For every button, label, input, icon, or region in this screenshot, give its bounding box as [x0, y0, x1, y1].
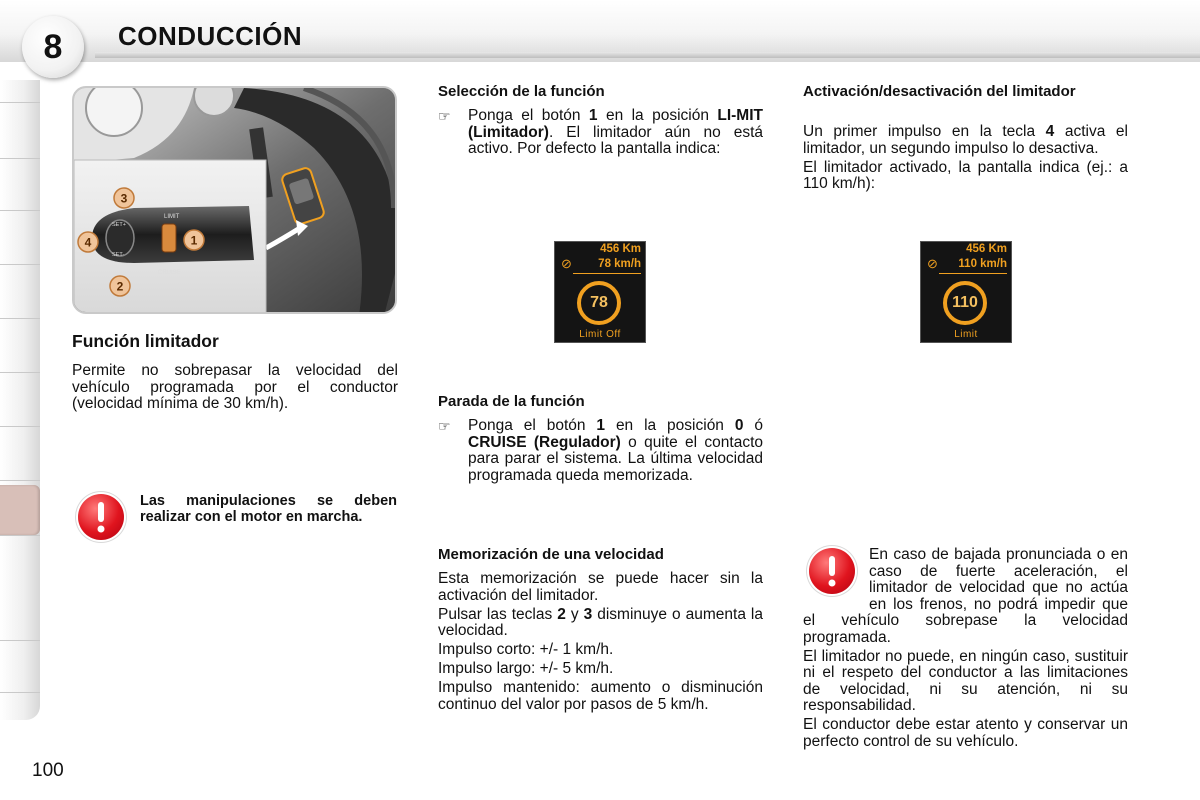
- limiter-off-symbol-icon: ⊘: [561, 256, 572, 271]
- cluster-display-limit-off: [554, 241, 646, 343]
- lever-label-set-minus: SET-: [112, 252, 125, 258]
- svg-text:1: 1: [190, 233, 198, 248]
- pointing-hand-icon: ☞: [438, 108, 451, 124]
- section-heading-memorizacion: Memorización de una velocidad: [438, 546, 664, 563]
- warning-text-motor: Las manipulaciones se deben realizar con el motor en marcha.: [140, 493, 397, 525]
- bullet-parada: ☞ Ponga el botón 1 en la posición 0 ó CRUISE (Regulador) o quite el contacto para parar el sistema. La última velocidad programada queda memorizada.: [438, 417, 763, 484]
- display-odometer: 456 Km: [966, 243, 1007, 255]
- callout-1: [184, 230, 204, 250]
- lever-illustration: [74, 88, 397, 314]
- pointing-hand-icon: ☞: [438, 418, 451, 434]
- chapter-tab-active[interactable]: [0, 485, 40, 535]
- display-speed: 78 km/h: [598, 258, 641, 270]
- svg-text:3: 3: [120, 191, 128, 206]
- svg-text:2: 2: [116, 279, 124, 294]
- paragraph-activacion: Un primer impulso en la tecla 4 activa el limitador, un segundo impulso lo desactiva. El limitador activado, la pantalla indica (ej.: a 110 km/h):: [803, 123, 1128, 192]
- display-status-label: Limit Off: [579, 329, 621, 340]
- section-heading-parada: Parada de la función: [438, 393, 585, 410]
- bullet-seleccion: ☞ Ponga el botón 1 en la posición LI-MIT (Limitador). El limitador aún no está activo. Por defecto la pantalla indica:: [438, 107, 763, 157]
- paragraph-funcion-limitador: Permite no sobrepasar la velocidad del vehículo programada por el conductor (velocidad mínima de 30 km/h).: [72, 362, 398, 412]
- chapter-tab-rail: [0, 80, 40, 720]
- display-speed: 110 km/h: [958, 258, 1007, 270]
- lever-label-set-plus: SET+: [112, 222, 126, 228]
- section-heading-seleccion: Selección de la función: [438, 83, 605, 100]
- lever-label-limit: LIMIT: [164, 214, 180, 220]
- lever-label-cruise: CRUISE: [158, 270, 181, 276]
- paragraph-memorizacion: Esta memorización se puede hacer sin la activación del limitador. Pulsar las teclas 2 y 3 disminuye o aumenta la velocidad. Impulso corto: +/- 1 km/h. Impulso largo: +/- 5 km/h. Impulso mantenido: aumento o disminución continuo del valor por pasos de 5 km/h.: [438, 570, 763, 713]
- page-number: 100: [32, 760, 64, 781]
- callout-4: [78, 232, 98, 252]
- display-speed-ring: 78: [577, 281, 621, 325]
- callout-2: [110, 276, 130, 296]
- warning-icon: [78, 494, 124, 540]
- display-status-label: Limit: [954, 329, 978, 340]
- section-heading-activacion: Activación/desactivación del limitador: [803, 83, 1076, 100]
- svg-text:4: 4: [84, 235, 92, 250]
- warning-text-frenos: En caso de bajada pronunciada o en caso de fuerte aceleración, el limitador de velocidad que no actúa en los frenos, no podrá impedir que el vehículo sobrepase la velocidad programada. El limitador no puede, en ningún caso, sustituir ni el respeto del conductor a las limitaciones de velocidad, ni su atención, ni su responsabilidad. El conductor debe estar atento y conservar un perfecto control de su vehículo.: [803, 546, 1128, 750]
- limiter-symbol-icon: ⊘: [927, 256, 938, 271]
- callout-3: [114, 188, 134, 208]
- chapter-badge: [22, 16, 84, 78]
- chapter-number: 8: [43, 27, 63, 66]
- header-rule: [95, 52, 1200, 58]
- chapter-title: CONDUCCIÓN: [118, 21, 303, 51]
- lever-photo: [72, 86, 397, 314]
- display-odometer: 456 Km: [600, 243, 641, 255]
- section-heading-funcion-limitador: Función limitador: [72, 331, 219, 351]
- cluster-display-limit-active: [920, 241, 1012, 343]
- display-speed-ring: 110: [943, 281, 987, 325]
